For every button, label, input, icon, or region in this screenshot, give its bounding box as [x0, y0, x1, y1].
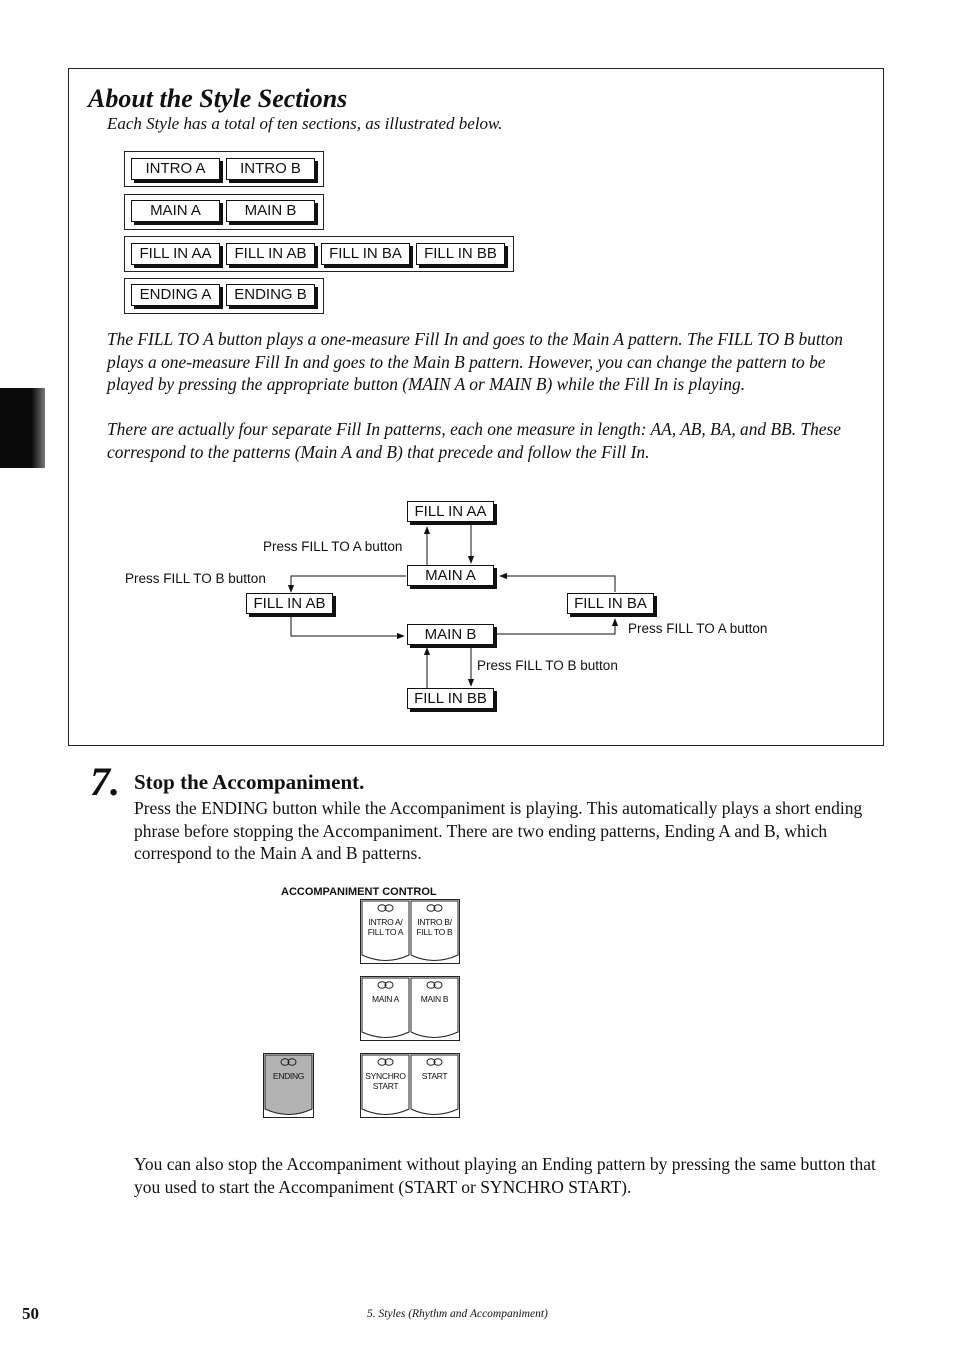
style-sections-subtitle: Each Style has a total of ten sections, as illustrated below. [107, 114, 503, 133]
section-ending-a: ENDING A [131, 284, 220, 306]
intro-b-label: INTRO B/ FILL TO B [416, 917, 453, 937]
section-fill-in-ab: FILL IN AB [226, 243, 315, 265]
section-fill-in-ba: FILL IN BA [321, 243, 410, 265]
flow-node-main-a: MAIN A [407, 565, 494, 586]
start-label: START [421, 1071, 448, 1081]
flow-node-main-b: MAIN B [407, 624, 494, 645]
flow-node-fill-in-bb: FILL IN BB [407, 688, 494, 709]
section-fill-in-bb: FILL IN BB [416, 243, 505, 265]
style-sections-title: About the Style Sections [88, 84, 348, 113]
step-title: Stop the Accompaniment. [134, 770, 365, 794]
flow-label-top-fill-to-a: Press FILL TO A button [263, 539, 403, 554]
flow-node-fill-in-aa: FILL IN AA [407, 501, 494, 522]
synchro-start-label: SYNCHRO START [365, 1071, 406, 1091]
flow-label-bottom-fill-to-b: Press FILL TO B button [477, 658, 618, 673]
section-intro-b: INTRO B [226, 158, 315, 180]
accompaniment-control-title: ACCOMPANIMENT CONTROL [281, 886, 437, 898]
flow-node-fill-in-ab: FILL IN AB [246, 593, 333, 614]
intro-a-label: INTRO A/ FILL TO A [367, 917, 404, 937]
section-ending-b: ENDING B [226, 284, 315, 306]
page-number: 50 [22, 1304, 39, 1323]
ending-label: ENDING [272, 1071, 305, 1081]
step-number: 7. [90, 759, 120, 804]
main-b-label: MAIN B [420, 994, 449, 1004]
step-body: Press the ENDING button while the Accompaniment is playing. This automatically plays a short ending phrase before stopping the Accompaniment. There are two ending patterns, Ending A and B, which correspond to the Main A and B patterns. [134, 798, 863, 863]
flow-label-right-fill-to-a: Press FILL TO A button [628, 621, 768, 636]
stop-alternative-paragraph: You can also stop the Accompaniment without playing an Ending pattern by pressing the same button that you used to start the Accompaniment (START or SYNCHRO START). [134, 1154, 876, 1197]
section-fill-in-aa: FILL IN AA [131, 243, 220, 265]
section-main-b: MAIN B [226, 200, 315, 222]
section-main-a: MAIN A [131, 200, 220, 222]
running-footer: 5. Styles (Rhythm and Accompaniment) [367, 1308, 548, 1320]
flow-node-fill-in-ba: FILL IN BA [567, 593, 654, 614]
flow-label-left-fill-to-b: Press FILL TO B button [125, 571, 266, 586]
fill-explanation-paragraph: The FILL TO A button plays a one-measure Fill In and goes to the Main A pattern. The FILL TO B button plays a one-measure Fill In and goes to the Main B pattern. However, you can change the pattern to be played by pressing the appropriate button (MAIN A or MAIN B) while the Fill In is playing. [107, 329, 843, 394]
section-intro-a: INTRO A [131, 158, 220, 180]
fill-patterns-paragraph: There are actually four separate Fill In patterns, each one measure in length: AA, AB, BA, and BB. These correspond to the patterns (Main A and B) that precede and follow the Fill In. [107, 419, 841, 462]
main-a-label: MAIN A [371, 994, 399, 1004]
